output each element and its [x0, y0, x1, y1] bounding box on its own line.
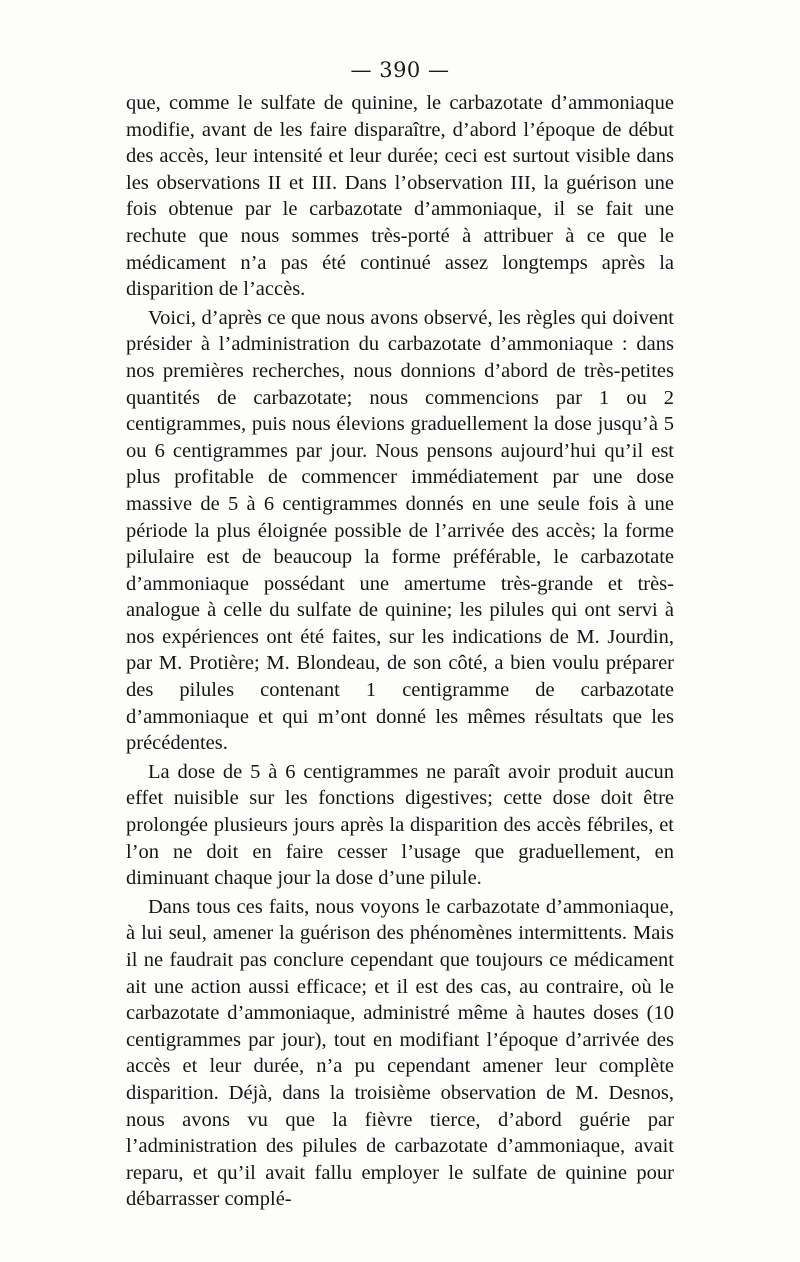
paragraph-dose-effects: La dose de 5 à 6 centigrammes ne paraît avoir produit aucun effet nuisible sur les fonctions digestives; cette dose doit être prolongée plusieurs jours après la disparition des accès fébriles, et l’on ne doit en faire cesser l’usage que graduellement, en diminuant chaque jour la dose d’une pilule.: [126, 760, 674, 890]
paragraph-continuation: que, comme le sulfate de quinine, le carbazotate d’ammoniaque modifie, avant de les faire disparaître, d’abord l’époque de début des accès, leur intensité et leur durée; ceci est surtout visible dans les observations II et III. Dans l’observation III, la guérison une fois obtenue par le carbazotate d’ammoniaque, il se fait une rechute que nous sommes très-porté à attribuer à ce que le médicament n’a pas été continué assez longtemps après la disparition de l’accès.: [126, 92, 674, 301]
paragraph-dosage-rules: Voici, d’après ce que nous avons observé, les règles qui doivent présider à l’administration du carbazotate d’ammoniaque : dans nos premières recherches, nous donnions d’abord de très-petites quantités de carbazotate; nous commencions par 1 ou 2 centigrammes, puis nous élevions graduellement la dose jusqu’à 5 ou 6 centigrammes par jour. Nous pensons aujourd’hui qu’il est plus profitable de commencer immédiatement par une dose massive de 5 à 6 centigrammes donnés en une seule fois à une période la plus éloignée possible de l’arrivée des accès; la forme pilulaire est de beaucoup la forme préférable, le carbazotate d’ammoniaque possédant une amertume très-grande et très-analogue à celle du sulfate de quinine; les pilules qui ont servi à nos expériences ont été faites, sur les indications de M. Jourdin, par M. Protière; M. Blondeau, de son côté, a bien voulu préparer des pilules contenant 1 centigramme de carbazotate d’ammoniaque et qui m’ont donné les mêmes résultats que les précédentes.: [126, 306, 674, 755]
paragraph-efficacy-limits: Dans tous ces faits, nous voyons le carbazotate d’ammoniaque, à lui seul, amener la guérison des phénomènes intermittents. Mais il ne faudrait pas conclure cependant que toujours ce médicament ait une action aussi efficace; et il est des cas, au contraire, où le carbazotate d’ammoniaque, administré même à hautes doses (10 centigrammes par jour), tout en modifiant l’époque d’arrivée des accès et leur durée, n’a pu cependant amener leur complète disparition. Déjà, dans la troisième observation de M. Desnos, nous avons vu que la fièvre tierce, d’abord guérie par l’administration des pilules de carbazotate d’ammoniaque, avait reparu, et qu’il avait fallu employer le sulfate de quinine pour débarrasser complé-: [126, 895, 674, 1211]
body-text: [126, 90, 674, 1213]
page-number: — 390 —: [350, 58, 450, 82]
